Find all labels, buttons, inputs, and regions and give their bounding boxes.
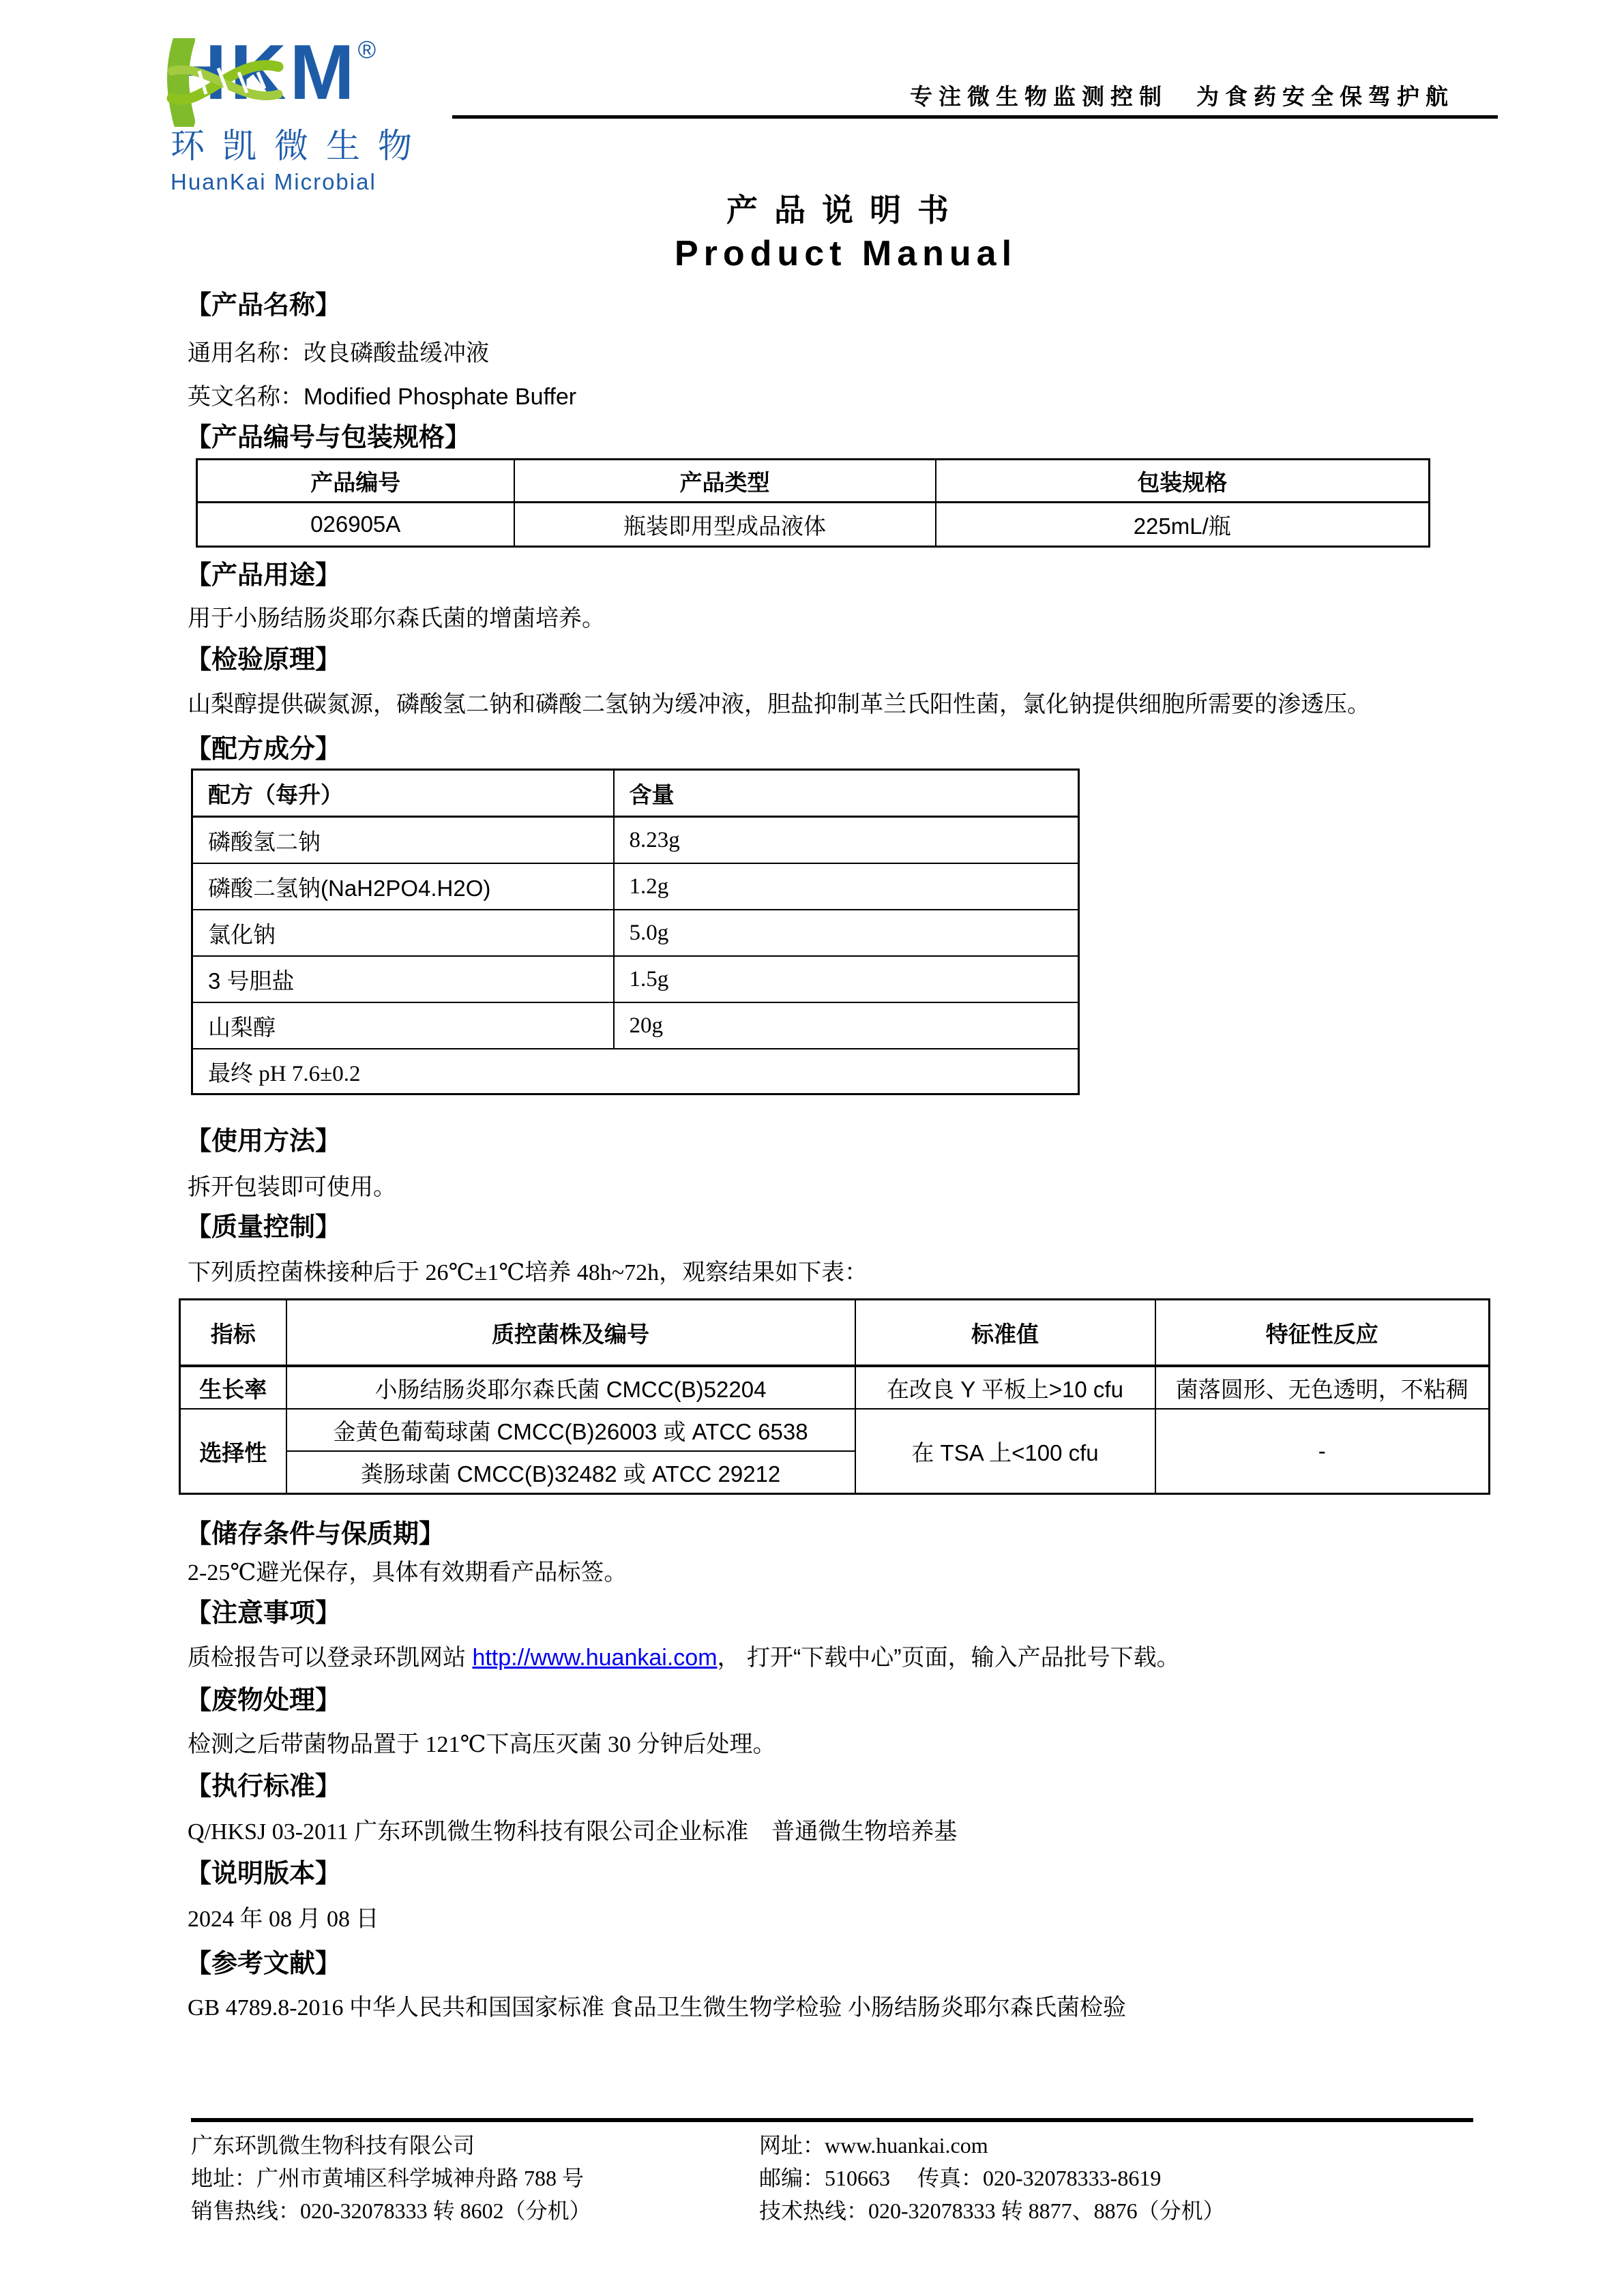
cell-standard-selectivity: 在 TSA 上<100 cfu (855, 1409, 1155, 1494)
quality-control-table (179, 1298, 1490, 1495)
heading-formula: 【配方成分】 (186, 735, 342, 764)
heading-principle: 【检验原理】 (186, 646, 342, 674)
formula-table (191, 769, 1080, 1095)
generic-name-line: 通用名称：改良磷酸盐缓冲液 (188, 340, 489, 366)
cell-product-type: 瓶装即用型成品液体 (514, 503, 936, 547)
cell-indicator-growth: 生长率 (180, 1366, 286, 1409)
cell-amount: 1.5g (614, 956, 1079, 1002)
storage-text: 2-25℃避光保存，具体有效期看产品标签。 (188, 1560, 628, 1585)
cell-indicator-selectivity: 选择性 (180, 1409, 286, 1494)
principle-text: 山梨醇提供碳氮源，磷酸氢二钠和磷酸二氢钠为缓冲液，胆盐抑制革兰氏阳性菌，氯化钠提供细胞所需要的渗透压。 (188, 691, 1370, 717)
cell-ingredient: 磷酸氢二钠 (192, 817, 614, 864)
cell-amount: 20g (614, 1002, 1079, 1049)
reference-text: GB 4789.8-2016 中华人民共和国国家标准 食品卫生微生物学检验 小肠结肠炎耶尔森氏菌检验 (188, 1995, 1127, 2021)
heading-quality-control: 【质量控制】 (186, 1213, 342, 1242)
notice-text (188, 1643, 1180, 1673)
logo-chinese-name: 环凯微生物 (171, 127, 430, 165)
col-header-indicator: 指标 (180, 1300, 286, 1367)
table-row-selectivity-1 (180, 1409, 1490, 1451)
cell-final-ph: 最终 pH 7.6±0.2 (192, 1049, 1079, 1094)
col-header-strain: 质控菌株及编号 (286, 1300, 855, 1367)
registered-trademark-icon: ® (357, 35, 377, 63)
heading-product-name: 【产品名称】 (186, 291, 342, 320)
manual-version-text: 2024 年 08 月 08 日 (188, 1907, 379, 1932)
waste-disposal-text: 检测之后带菌物品置于 121℃下高压灭菌 30 分钟后处理。 (188, 1732, 776, 1757)
heading-waste-disposal: 【废物处理】 (186, 1686, 342, 1715)
heading-use-method: 【使用方法】 (186, 1127, 342, 1156)
footer-right-column (759, 2129, 1225, 2227)
footer-sales-hotline: 销售热线：020-32078333 转 8602（分机） (191, 2198, 591, 2223)
use-method-text: 拆开包装即可使用。 (188, 1174, 396, 1200)
cell-ingredient: 磷酸二氢钠(NaH2PO4.H2O) (192, 863, 614, 910)
cell-ingredient: 3 号胆盐 (192, 956, 614, 1002)
footer-tech-hotline: 技术热线：020-32078333 转 8877、8876（分机） (759, 2198, 1225, 2223)
huankai-website-link[interactable]: http://www.huankai.com (472, 1645, 718, 1671)
cell-reaction-selectivity: - (1155, 1409, 1490, 1494)
footer-address: 地址：广州市黄埔区科学城神舟路 788 号 (191, 2166, 585, 2190)
col-header-formula: 配方（每升） (192, 770, 614, 817)
exec-standard-text: Q/HKSJ 03-2011 广东环凯微生物科技有限公司企业标准 普通微生物培养基 (188, 1819, 958, 1845)
table-row (192, 1002, 1079, 1049)
footer-website: 网址：www.huankai.com (759, 2133, 988, 2158)
header-rule (452, 115, 1498, 119)
heading-notice: 【注意事项】 (186, 1599, 342, 1628)
doc-title-cn: 产品说明书 (726, 192, 965, 228)
footer-rule (191, 2118, 1473, 2122)
hkm-letters: HKM (171, 29, 358, 116)
quality-intro-text: 下列质控菌株接种后于 26℃±1℃培养 48h~72h，观察结果如下表： (188, 1260, 868, 1285)
table-row-growth (180, 1366, 1490, 1409)
cell-amount: 8.23g (614, 817, 1079, 864)
heading-product-code: 【产品编号与包装规格】 (186, 423, 471, 452)
cell-amount: 1.2g (614, 863, 1079, 910)
heading-exec-standard: 【执行标准】 (186, 1772, 342, 1801)
table-row (192, 817, 1079, 864)
english-name-line: 英文名称：Modified Phosphate Buffer (188, 384, 577, 410)
cell-ingredient: 氯化钠 (192, 910, 614, 956)
col-header-product-code: 产品编号 (197, 460, 514, 503)
cell-packing-spec: 225mL/瓶 (936, 503, 1430, 547)
cell-strain-growth: 小肠结肠炎耶尔森氏菌 CMCC(B)52204 (286, 1366, 855, 1409)
heading-manual-version: 【说明版本】 (186, 1860, 342, 1888)
cell-strain-enterococcus: 粪肠球菌 CMCC(B)32482 或 ATCC 29212 (286, 1451, 855, 1494)
table-header-row (180, 1300, 1490, 1367)
hkm-logo-text (171, 29, 457, 116)
table-row (192, 956, 1079, 1002)
col-header-amount: 含量 (614, 770, 1079, 817)
cell-reaction-growth: 菌落圆形、无色透明，不粘稠 (1155, 1366, 1490, 1409)
footer-left-column (191, 2129, 591, 2227)
table-row (197, 503, 1430, 547)
notice-text-after-link: ， 打开“下载中心”页面，输入产品批号下载。 (717, 1645, 1180, 1671)
cell-strain-staph: 金黄色葡萄球菌 CMCC(B)26003 或 ATCC 6538 (286, 1409, 855, 1451)
footer-postcode-fax: 邮编：510663 传真：020-32078333-8619 (759, 2166, 1162, 2190)
table-footer-row (192, 1049, 1079, 1094)
col-header-standard: 标准值 (855, 1300, 1155, 1367)
cell-product-code: 026905A (197, 503, 514, 547)
heading-storage: 【储存条件与保质期】 (186, 1520, 445, 1549)
footer-company: 广东环凯微生物科技有限公司 (191, 2133, 475, 2158)
doc-title-en: Product Manual (674, 234, 1018, 273)
cell-amount: 5.0g (614, 910, 1079, 956)
hkm-logo (171, 29, 457, 195)
cell-ingredient: 山梨醇 (192, 1002, 614, 1049)
col-header-reaction: 特征性反应 (1155, 1300, 1490, 1367)
heading-usage: 【产品用途】 (186, 561, 342, 590)
logo-english-name: HuanKai Microbial (171, 169, 377, 194)
usage-text: 用于小肠结肠炎耶尔森氏菌的增菌培养。 (188, 606, 605, 631)
notice-text-before-link: 质检报告可以登录环凯网站 (188, 1645, 473, 1671)
header-tagline: 专注微生物监测控制 为食药安全保驾护航 (910, 84, 1454, 109)
col-header-product-type: 产品类型 (514, 460, 936, 503)
table-header-row (197, 460, 1430, 503)
table-header-row (192, 770, 1079, 817)
cell-standard-growth: 在改良 Y 平板上>10 cfu (855, 1366, 1155, 1409)
table-row (192, 910, 1079, 956)
heading-references: 【参考文献】 (186, 1950, 342, 1978)
table-row (192, 863, 1079, 910)
product-code-table (196, 458, 1430, 548)
col-header-packing-spec: 包装规格 (936, 460, 1430, 503)
